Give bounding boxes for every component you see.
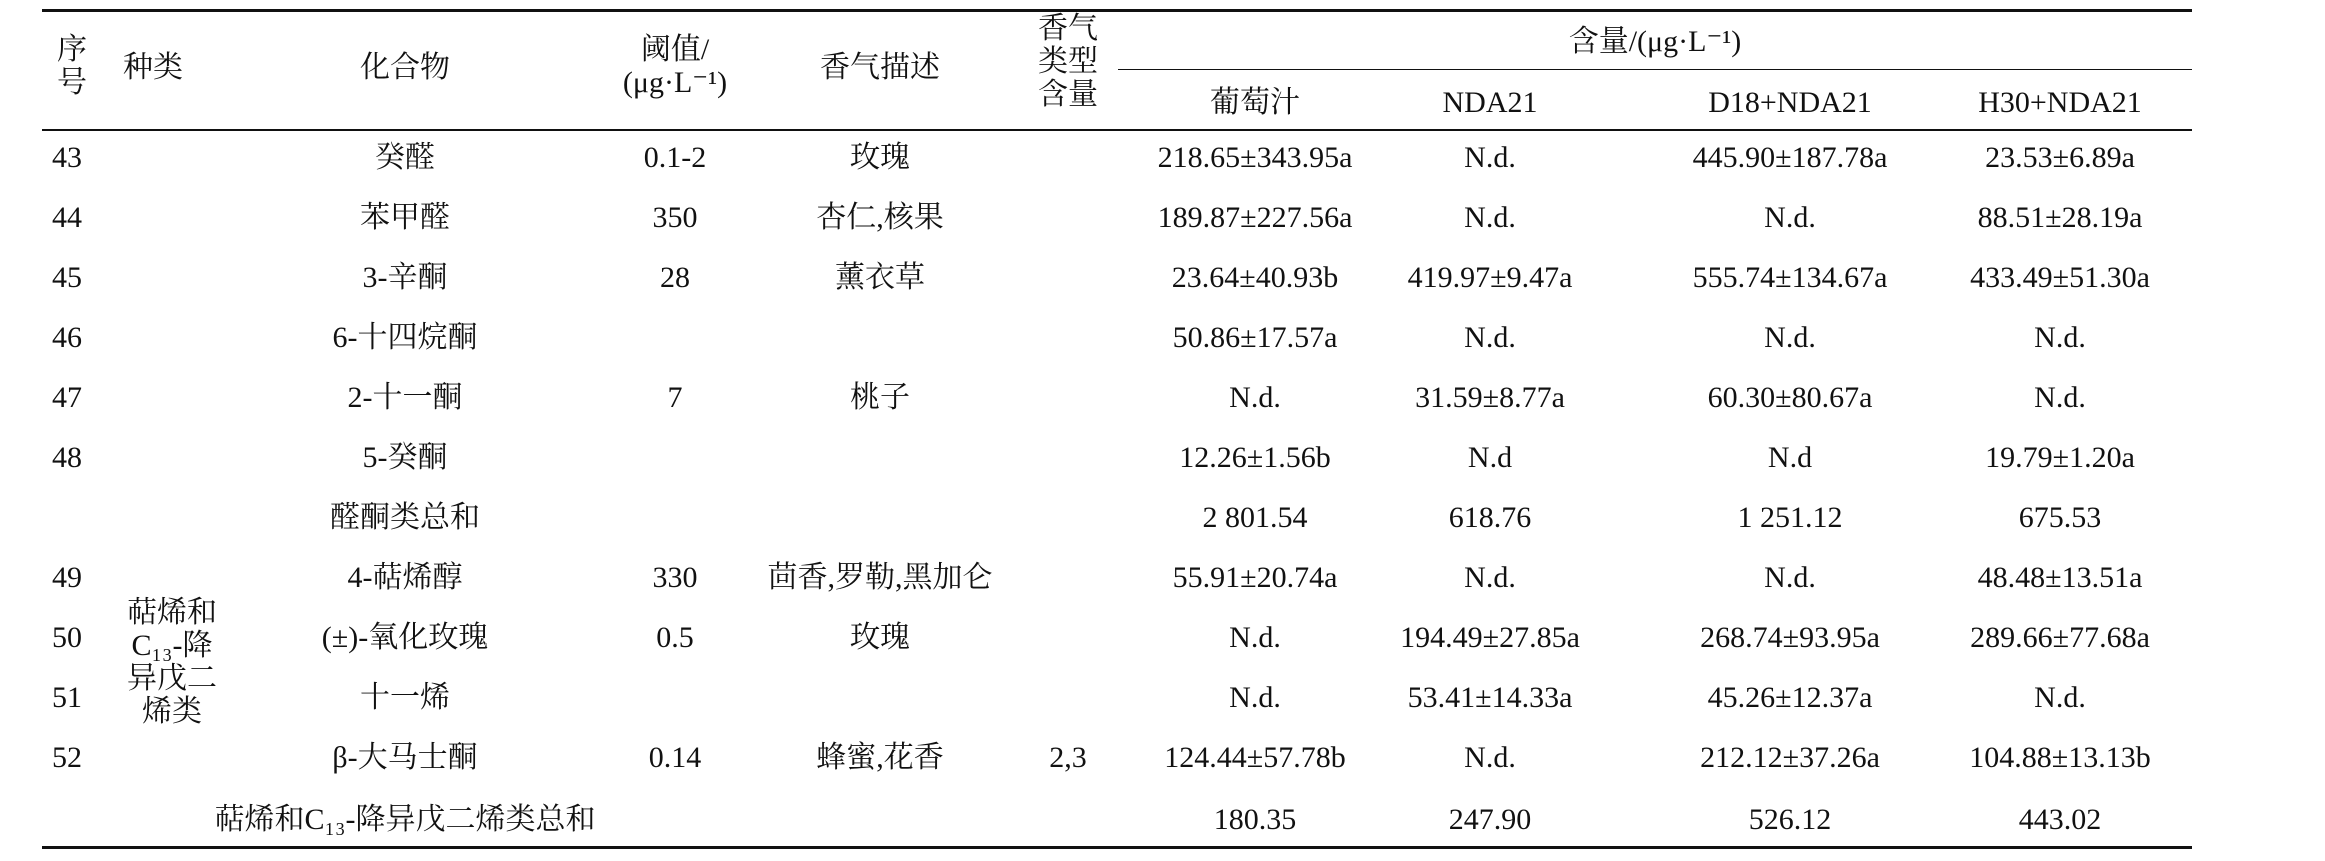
bottom-rule — [42, 846, 2192, 849]
header-col-d18: D18+NDA21 — [1708, 86, 1872, 119]
header-aroma-type: 香气 类型 含量 — [1038, 12, 1098, 111]
row-h30-nda21: 104.88±13.13b — [1969, 741, 2151, 774]
row-juice: 2 801.54 — [1202, 501, 1308, 534]
row-nda21: 53.41±14.33a — [1407, 681, 1573, 714]
row-h30-nda21: 19.79±1.20a — [1985, 441, 2135, 474]
header-compound: 化合物 — [360, 51, 450, 84]
row-compound: 5-癸酮 — [362, 441, 448, 474]
row-number: 51 — [52, 681, 82, 714]
header-threshold: 阈值/ (μg·L⁻¹) — [622, 33, 728, 99]
row-number: 43 — [52, 141, 82, 174]
row-nda21: 31.59±8.77a — [1415, 381, 1565, 414]
row-number: 52 — [52, 741, 82, 774]
row-compound: 十一烯 — [360, 681, 450, 714]
row-juice: 189.87±227.56a — [1157, 201, 1353, 234]
content-header-rule — [1118, 69, 2192, 70]
row-d18-nda21: 60.30±80.67a — [1707, 381, 1873, 414]
row-juice: 12.26±1.56b — [1179, 441, 1331, 474]
row-nda21: 194.49±27.85a — [1400, 621, 1580, 654]
row-d18-nda21: N.d. — [1764, 321, 1816, 354]
row-h30-nda21: N.d. — [2034, 681, 2086, 714]
row-h30-nda21: 433.49±51.30a — [1970, 261, 2150, 294]
header-aroma: 香气描述 — [820, 51, 940, 84]
header-seq: 序 号 — [57, 33, 87, 99]
total-terpene-label: 萜烯和C₁₃-降异戊二烯类总和 — [214, 803, 596, 836]
row-compound: (±)-氧化玫瑰 — [321, 621, 489, 654]
row-juice: N.d. — [1229, 621, 1281, 654]
row-h30-nda21: 289.66±77.68a — [1970, 621, 2150, 654]
row-juice: N.d. — [1229, 681, 1281, 714]
row-nda21: 618.76 — [1448, 501, 1532, 534]
row-d18-nda21: N.d — [1767, 441, 1813, 474]
header-col-h30: H30+NDA21 — [1978, 86, 2142, 119]
row-d18-nda21: N.d. — [1764, 201, 1816, 234]
row-compound: 3-辛酮 — [362, 261, 448, 294]
category-terpene: 萜烯和 C₁₃-降 异戊二 烯类 — [127, 596, 217, 728]
row-juice: 50.86±17.57a — [1172, 321, 1338, 354]
total-terpene-h30: 443.02 — [2018, 803, 2102, 836]
row-nda21: N.d — [1467, 441, 1513, 474]
row-d18-nda21: 212.12±37.26a — [1700, 741, 1880, 774]
row-compound: 醛酮类总和 — [330, 501, 480, 534]
row-number: 44 — [52, 201, 82, 234]
row-number: 48 — [52, 441, 82, 474]
row-number: 46 — [52, 321, 82, 354]
row-aroma: 茴香,罗勒,黑加仑 — [767, 561, 993, 594]
row-d18-nda21: 555.74±134.67a — [1692, 261, 1888, 294]
row-threshold: 330 — [652, 561, 698, 594]
row-compound: 癸醛 — [375, 141, 435, 174]
row-aroma: 玫瑰 — [850, 141, 910, 174]
row-threshold: 0.1-2 — [643, 141, 707, 174]
row-aroma: 薰衣草 — [835, 261, 925, 294]
row-compound: 6-十四烷酮 — [332, 321, 478, 354]
row-aroma-type: 2,3 — [1049, 741, 1087, 774]
row-number: 50 — [52, 621, 82, 654]
header-category: 种类 — [123, 51, 183, 84]
row-nda21: N.d. — [1464, 741, 1516, 774]
row-h30-nda21: 88.51±28.19a — [1977, 201, 2143, 234]
row-number: 49 — [52, 561, 82, 594]
top-rule — [42, 9, 2192, 12]
row-juice: 23.64±40.93b — [1171, 261, 1339, 294]
row-h30-nda21: 23.53±6.89a — [1985, 141, 2135, 174]
row-d18-nda21: 1 251.12 — [1737, 501, 1843, 534]
row-nda21: N.d. — [1464, 141, 1516, 174]
row-aroma: 杏仁,核果 — [816, 201, 944, 234]
header-col-juice: 葡萄汁 — [1210, 86, 1300, 119]
total-terpene-nda21: 247.90 — [1448, 803, 1532, 836]
row-compound: 4-萜烯醇 — [347, 561, 463, 594]
row-compound: β-大马士酮 — [332, 741, 478, 774]
row-d18-nda21: 45.26±12.37a — [1707, 681, 1873, 714]
row-juice: 55.91±20.74a — [1172, 561, 1338, 594]
row-aroma: 玫瑰 — [850, 621, 910, 654]
row-juice: N.d. — [1229, 381, 1281, 414]
header-rule — [42, 129, 2192, 131]
row-h30-nda21: N.d. — [2034, 321, 2086, 354]
row-nda21: 419.97±9.47a — [1407, 261, 1573, 294]
row-d18-nda21: N.d. — [1764, 561, 1816, 594]
row-h30-nda21: N.d. — [2034, 381, 2086, 414]
row-h30-nda21: 48.48±13.51a — [1977, 561, 2143, 594]
row-threshold: 7 — [667, 381, 683, 414]
row-juice: 218.65±343.95a — [1157, 141, 1353, 174]
total-terpene-juice: 180.35 — [1213, 803, 1297, 836]
total-terpene-d18: 526.12 — [1748, 803, 1832, 836]
row-compound: 苯甲醛 — [360, 201, 450, 234]
row-nda21: N.d. — [1464, 561, 1516, 594]
row-number: 45 — [52, 261, 82, 294]
row-nda21: N.d. — [1464, 201, 1516, 234]
row-juice: 124.44±57.78b — [1164, 741, 1346, 774]
row-threshold: 0.14 — [648, 741, 702, 774]
row-compound: 2-十一酮 — [347, 381, 463, 414]
row-h30-nda21: 675.53 — [2018, 501, 2102, 534]
row-threshold: 350 — [652, 201, 698, 234]
row-aroma: 桃子 — [850, 381, 910, 414]
header-content: 含量/(μg·L⁻¹) — [1568, 25, 1742, 58]
row-aroma: 蜂蜜,花香 — [816, 741, 944, 774]
header-col-nda21: NDA21 — [1442, 86, 1538, 119]
row-nda21: N.d. — [1464, 321, 1516, 354]
row-threshold: 28 — [660, 261, 690, 294]
row-d18-nda21: 445.90±187.78a — [1692, 141, 1888, 174]
row-threshold: 0.5 — [656, 621, 694, 654]
row-d18-nda21: 268.74±93.95a — [1700, 621, 1880, 654]
row-number: 47 — [52, 381, 82, 414]
